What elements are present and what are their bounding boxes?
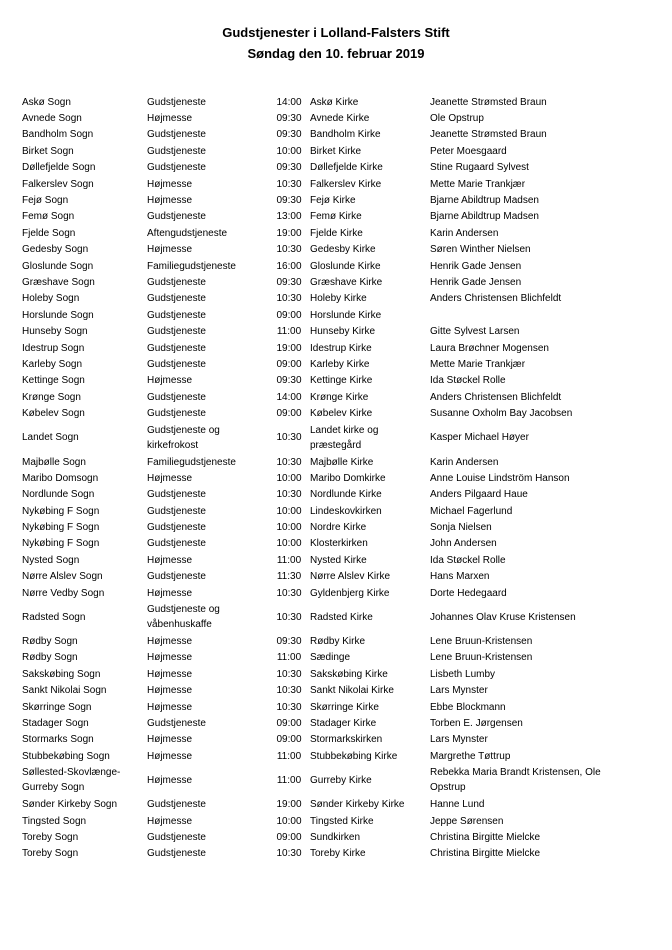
table-row [22, 405, 620, 421]
table-row [22, 258, 620, 274]
pastor-cell: Lene Bruun-Kristensen [430, 636, 533, 648]
time-cell: 10:30 [276, 489, 302, 501]
time-cell: 14:00 [276, 391, 302, 403]
pastor-cell: Mette Marie Trankjær [430, 358, 526, 370]
parish-cell: Horslunde Sogn [22, 309, 94, 321]
time-cell: 09:00 [276, 408, 302, 420]
church-cell: Horslunde Kirke [310, 309, 382, 321]
service-type-cell: Højmesse [147, 636, 193, 648]
pastor-cell: Karin Andersen [430, 456, 499, 468]
parish-cell: Holeby Sogn [22, 293, 80, 305]
time-cell: 09:00 [276, 358, 302, 370]
service-type-cell: Højmesse [147, 668, 193, 680]
parish-cell: Nørre Alslev Sogn [22, 571, 103, 583]
parish-cell: Købelev Sogn [22, 408, 85, 420]
church-cell: Idestrup Kirke [310, 342, 372, 354]
service-type-cell: Gudstjeneste [147, 831, 206, 843]
church-cell: Bandholm Kirke [310, 129, 381, 141]
table-row [22, 422, 620, 454]
parish-cell: Toreby Sogn [22, 831, 79, 843]
table-row [22, 389, 620, 405]
table-row [22, 748, 620, 764]
parish-cell: Idestrup Sogn [22, 342, 85, 354]
table-row [22, 340, 620, 356]
table-row [22, 487, 620, 503]
pastor-cell: Christina Birgitte Mielcke [430, 831, 541, 843]
parish-cell: Fjelde Sogn [22, 227, 76, 239]
pastor-cell: Ebbe Blockmann [430, 701, 506, 713]
service-type-cell: Højmesse [147, 375, 193, 387]
table-row [22, 323, 620, 339]
document-title: Gudstjenester i Lolland-Falsters Stift [222, 25, 450, 40]
pastor-cell: Søren Winther Nielsen [430, 244, 531, 256]
church-cell: Gedesby Kirke [310, 244, 376, 256]
service-type-cell: Familiegudstjeneste [147, 456, 236, 468]
table-row [22, 242, 620, 258]
table-row [22, 192, 620, 208]
pastor-cell: Dorte Hedegaard [430, 587, 507, 599]
service-type-cell: Gudstjeneste [147, 505, 206, 517]
table-row [22, 519, 620, 535]
service-type-cell: Højmesse [147, 701, 193, 713]
parish-cell: Døllefjelde Sogn [22, 162, 96, 174]
time-cell: 09:00 [276, 717, 302, 729]
pastor-cell: Lisbeth Lumby [430, 668, 496, 680]
time-cell: 19:00 [276, 799, 302, 811]
table-row [22, 291, 620, 307]
service-type-cell: Højmesse [147, 750, 193, 762]
service-type-cell: Gudstjeneste [147, 162, 206, 174]
time-cell: 09:00 [276, 309, 302, 321]
parish-cell: Stadager Sogn [22, 717, 89, 729]
document-header [0, 22, 672, 64]
church-cell: Græshave Kirke [310, 276, 383, 288]
pastor-cell: Lene Bruun-Kristensen [430, 652, 533, 664]
table-row [22, 110, 620, 126]
pastor-cell: Gitte Sylvest Larsen [430, 326, 520, 338]
time-cell: 09:30 [276, 375, 302, 387]
table-row [22, 813, 620, 829]
parish-cell: Hunseby Sogn [22, 326, 88, 338]
time-cell: 09:30 [276, 636, 302, 648]
service-type-cell: Gudstjeneste [147, 799, 206, 811]
church-cell: Nysted Kirke [310, 554, 367, 566]
parish-cell: Sankt Nikolai Sogn [22, 685, 107, 697]
time-cell: 10:00 [276, 538, 302, 550]
time-cell: 10:30 [276, 611, 302, 623]
parish-cell: Stubbekøbing Sogn [22, 750, 110, 762]
service-type-cell: Højmesse [147, 178, 193, 190]
time-cell: 19:00 [276, 342, 302, 354]
table-row [22, 127, 620, 143]
pastor-cell: Susanne Oxholm Bay Jacobsen [430, 408, 573, 420]
pastor-cell: Jeppe Sørensen [430, 815, 504, 827]
parish-cell: Majbølle Sogn [22, 456, 86, 468]
pastor-cell: Peter Moesgaard [430, 145, 507, 157]
service-type-cell: Gudstjeneste [147, 342, 206, 354]
table-row [22, 715, 620, 731]
service-type-cell: Gudstjeneste [147, 538, 206, 550]
document-subtitle: Søndag den 10. februar 2019 [247, 46, 425, 61]
parish-cell: Gloslunde Sogn [22, 260, 94, 272]
table-row [22, 143, 620, 159]
parish-cell: Rødby Sogn [22, 636, 78, 648]
time-cell: 10:00 [276, 472, 302, 484]
parish-cell: Nykøbing F Sogn [22, 522, 100, 534]
schedule-rows [22, 94, 620, 862]
parish-cell: Nykøbing F Sogn [22, 505, 100, 517]
parish-cell: Nørre Vedby Sogn [22, 587, 105, 599]
church-cell: Majbølle Kirke [310, 456, 374, 468]
parish-cell: Kettinge Sogn [22, 375, 85, 387]
service-type-cell: Højmesse [147, 195, 193, 207]
time-cell: 10:30 [276, 456, 302, 468]
service-schedule-table [22, 94, 620, 862]
time-cell: 16:00 [276, 260, 302, 272]
pastor-cell: Karin Andersen [430, 227, 499, 239]
church-cell: Stormarkskirken [310, 734, 383, 746]
church-cell: Stadager Kirke [310, 717, 377, 729]
time-cell: 10:00 [276, 145, 302, 157]
parish-cell: Gedesby Sogn [22, 244, 89, 256]
pastor-cell: Ida Støckel Rolle [430, 554, 506, 566]
parish-cell: Søllested-Skovlænge-Gurreby Sogn [22, 767, 121, 794]
church-cell: Tingsted Kirke [310, 815, 374, 827]
church-cell: Fjelde Kirke [310, 227, 363, 239]
church-cell: Rødby Kirke [310, 636, 366, 648]
parish-cell: Rødby Sogn [22, 652, 78, 664]
pastor-cell: Jeanette Strømsted Braun [430, 96, 547, 108]
parish-cell: Femø Sogn [22, 211, 75, 223]
time-cell: 10:30 [276, 701, 302, 713]
church-cell: Døllefjelde Kirke [310, 162, 383, 174]
table-row [22, 160, 620, 176]
time-cell: 11:00 [276, 774, 302, 786]
pastor-cell: Bjarne Abildtrup Madsen [430, 211, 539, 223]
church-cell: Stubbekøbing Kirke [310, 750, 398, 762]
table-row [22, 650, 620, 666]
parish-cell: Græshave Sogn [22, 276, 95, 288]
pastor-cell: Mette Marie Trankjær [430, 178, 526, 190]
time-cell: 11:00 [276, 554, 302, 566]
church-cell: Fejø Kirke [310, 195, 356, 207]
table-row [22, 829, 620, 845]
time-cell: 09:30 [276, 129, 302, 141]
time-cell: 10:30 [276, 848, 302, 860]
parish-cell: Krønge Sogn [22, 391, 81, 403]
service-type-cell: Højmesse [147, 685, 193, 697]
church-cell: Krønge Kirke [310, 391, 369, 403]
parish-cell: Sønder Kirkeby Sogn [22, 799, 118, 811]
church-cell: Hunseby Kirke [310, 326, 376, 338]
parish-cell: Birket Sogn [22, 145, 74, 157]
pastor-cell: Henrik Gade Jensen [430, 276, 522, 288]
time-cell: 19:00 [276, 227, 302, 239]
church-cell: Nordlunde Kirke [310, 489, 382, 501]
pastor-cell: Lars Mynster [430, 734, 488, 746]
parish-cell: Avnede Sogn [22, 113, 82, 125]
pastor-cell: Ole Opstrup [430, 113, 484, 125]
church-cell: Holeby Kirke [310, 293, 367, 305]
time-cell: 11:00 [276, 326, 302, 338]
time-cell: 09:30 [276, 195, 302, 207]
time-cell: 14:00 [276, 96, 302, 108]
church-cell: Femø Kirke [310, 211, 362, 223]
church-cell: Sædinge [310, 652, 351, 664]
table-row [22, 699, 620, 715]
table-row [22, 225, 620, 241]
pastor-cell: Michael Fagerlund [430, 505, 513, 517]
parish-cell: Bandholm Sogn [22, 129, 94, 141]
time-cell: 09:30 [276, 162, 302, 174]
parish-cell: Tingsted Sogn [22, 815, 87, 827]
parish-cell: Maribo Domsogn [22, 472, 99, 484]
service-type-cell: Højmesse [147, 244, 193, 256]
service-type-cell: Gudstjeneste [147, 489, 206, 501]
service-type-cell: Højmesse [147, 554, 193, 566]
pastor-cell: Rebekka Maria Brandt Kristensen, Ole Opstrup [430, 767, 601, 794]
parish-cell: Toreby Sogn [22, 848, 79, 860]
service-type-cell: Højmesse [147, 774, 193, 786]
time-cell: 10:00 [276, 505, 302, 517]
table-row [22, 454, 620, 470]
time-cell: 09:30 [276, 113, 302, 125]
service-type-cell: Højmesse [147, 587, 193, 599]
church-cell: Købelev Kirke [310, 408, 373, 420]
time-cell: 10:30 [276, 587, 302, 599]
church-cell: Karleby Kirke [310, 358, 370, 370]
pastor-cell: Anders Christensen Blichfeldt [430, 391, 562, 403]
parish-cell: Stormarks Sogn [22, 734, 94, 746]
table-row [22, 356, 620, 372]
pastor-cell: Anne Louise Lindström Hanson [430, 472, 570, 484]
service-type-cell: Gudstjeneste og kirkefrokost [147, 424, 220, 451]
time-cell: 10:00 [276, 522, 302, 534]
church-cell: Avnede Kirke [310, 113, 370, 125]
service-type-cell: Aftengudstjeneste [147, 227, 228, 239]
church-cell: Gurreby Kirke [310, 774, 372, 786]
service-type-cell: Gudstjeneste [147, 522, 206, 534]
time-cell: 10:30 [276, 432, 302, 444]
pastor-cell: Anders Pilgaard Haue [430, 489, 528, 501]
time-cell: 09:30 [276, 276, 302, 288]
pastor-cell: John Andersen [430, 538, 497, 550]
church-cell: Sakskøbing Kirke [310, 668, 388, 680]
service-type-cell: Gudstjeneste [147, 408, 206, 420]
pastor-cell: Hanne Lund [430, 799, 485, 811]
pastor-cell [430, 307, 620, 323]
table-row [22, 536, 620, 552]
pastor-cell: Jeanette Strømsted Braun [430, 129, 547, 141]
church-cell: Maribo Domkirke [310, 472, 386, 484]
pastor-cell: Johannes Olav Kruse Kristensen [430, 611, 576, 623]
pastor-cell: Laura Brøchner Mogensen [430, 342, 549, 354]
table-row [22, 796, 620, 812]
parish-cell: Sakskøbing Sogn [22, 668, 101, 680]
table-row [22, 683, 620, 699]
parish-cell: Radsted Sogn [22, 611, 86, 623]
service-type-cell: Gudstjeneste [147, 717, 206, 729]
pastor-cell: Henrik Gade Jensen [430, 260, 522, 272]
church-cell: Radsted Kirke [310, 611, 373, 623]
table-row [22, 176, 620, 192]
table-row [22, 552, 620, 568]
table-row [22, 601, 620, 633]
table-row [22, 846, 620, 862]
service-type-cell: Gudstjeneste [147, 571, 206, 583]
church-cell: Nordre Kirke [310, 522, 367, 534]
pastor-cell: Sonja Nielsen [430, 522, 492, 534]
church-cell: Sundkirken [310, 831, 361, 843]
pastor-cell: Hans Marxen [430, 571, 490, 583]
church-cell: Lindeskovkirken [310, 505, 382, 517]
service-type-cell: Gudstjeneste [147, 145, 206, 157]
service-type-cell: Gudstjeneste [147, 129, 206, 141]
service-type-cell: Gudstjeneste [147, 309, 206, 321]
parish-cell: Askø Sogn [22, 96, 71, 108]
table-row [22, 666, 620, 682]
parish-cell: Nordlunde Sogn [22, 489, 95, 501]
time-cell: 10:30 [276, 685, 302, 697]
service-type-cell: Gudstjeneste [147, 358, 206, 370]
service-type-cell: Gudstjeneste [147, 848, 206, 860]
parish-cell: Nysted Sogn [22, 554, 80, 566]
time-cell: 10:30 [276, 668, 302, 680]
time-cell: 10:30 [276, 244, 302, 256]
service-type-cell: Højmesse [147, 652, 193, 664]
parish-cell: Fejø Sogn [22, 195, 69, 207]
pastor-cell: Ida Støckel Rolle [430, 375, 506, 387]
time-cell: 09:00 [276, 734, 302, 746]
table-row [22, 209, 620, 225]
service-type-cell: Gudstjeneste og våbenhuskaffe [147, 604, 220, 631]
pastor-cell: Anders Christensen Blichfeldt [430, 293, 562, 305]
service-type-cell: Højmesse [147, 734, 193, 746]
church-cell: Birket Kirke [310, 145, 362, 157]
pastor-cell: Christina Birgitte Mielcke [430, 848, 541, 860]
pastor-cell: Torben E. Jørgensen [430, 717, 523, 729]
table-row [22, 470, 620, 486]
service-type-cell: Gudstjeneste [147, 326, 206, 338]
church-cell: Klosterkirken [310, 538, 368, 550]
pastor-cell: Stine Rugaard Sylvest [430, 162, 529, 174]
table-row [22, 274, 620, 290]
church-cell: Sønder Kirkeby Kirke [310, 799, 405, 811]
time-cell: 11:30 [276, 571, 302, 583]
pastor-cell: Bjarne Abildtrup Madsen [430, 195, 539, 207]
table-row [22, 732, 620, 748]
church-cell: Kettinge Kirke [310, 375, 373, 387]
time-cell: 13:00 [276, 211, 302, 223]
church-cell: Gyldenbjerg Kirke [310, 587, 390, 599]
table-row [22, 633, 620, 649]
table-row [22, 307, 620, 323]
pastor-cell: Kasper Michael Høyer [430, 432, 529, 444]
service-type-cell: Højmesse [147, 815, 193, 827]
church-cell: Gloslunde Kirke [310, 260, 381, 272]
time-cell: 09:00 [276, 831, 302, 843]
pastor-cell: Margrethe Tøttrup [430, 750, 511, 762]
church-cell: Skørringe Kirke [310, 701, 379, 713]
table-row [22, 94, 620, 110]
pastor-cell: Lars Mynster [430, 685, 488, 697]
parish-cell: Falkerslev Sogn [22, 178, 94, 190]
time-cell: 10:00 [276, 815, 302, 827]
church-cell: Askø Kirke [310, 96, 359, 108]
time-cell: 10:30 [276, 178, 302, 190]
church-cell: Landet kirke og præstegård [310, 424, 379, 451]
table-row [22, 585, 620, 601]
church-cell: Toreby Kirke [310, 848, 366, 860]
church-cell: Sankt Nikolai Kirke [310, 685, 394, 697]
time-cell: 11:00 [276, 750, 302, 762]
church-cell: Falkerslev Kirke [310, 178, 382, 190]
parish-cell: Karleby Sogn [22, 358, 83, 370]
parish-cell: Skørringe Sogn [22, 701, 92, 713]
service-type-cell: Højmesse [147, 472, 193, 484]
service-type-cell: Gudstjeneste [147, 391, 206, 403]
time-cell: 10:30 [276, 293, 302, 305]
table-row [22, 764, 620, 796]
service-type-cell: Familiegudstjeneste [147, 260, 236, 272]
service-type-cell: Gudstjeneste [147, 96, 206, 108]
service-type-cell: Gudstjeneste [147, 293, 206, 305]
parish-cell: Landet Sogn [22, 432, 79, 444]
service-type-cell: Gudstjeneste [147, 276, 206, 288]
table-row [22, 373, 620, 389]
parish-cell: Nykøbing F Sogn [22, 538, 100, 550]
time-cell: 11:00 [276, 652, 302, 664]
church-cell: Nørre Alslev Kirke [310, 571, 391, 583]
service-type-cell: Højmesse [147, 113, 193, 125]
service-type-cell: Gudstjeneste [147, 211, 206, 223]
table-row [22, 503, 620, 519]
table-row [22, 569, 620, 585]
